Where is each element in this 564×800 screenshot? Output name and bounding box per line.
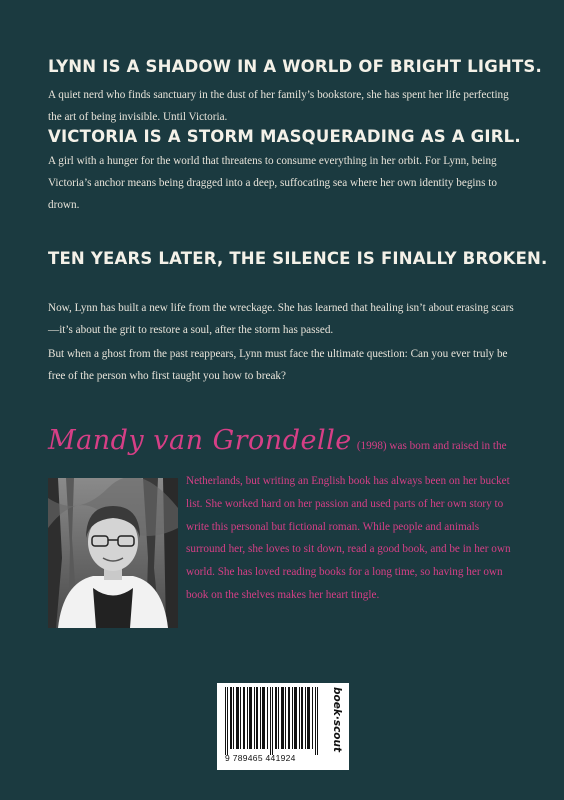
paragraph-now: Now, Lynn has built a new life from the wreckage. She has learned that healing isn’t about erasing scars—it’s about the grit to restore a soul, after the storm has passed. [48,302,514,336]
barcode [217,683,349,770]
author-bio-first-line: (1998) was born and raised in the [356,440,507,452]
publisher-logo: boek·scout [331,687,343,753]
author-photo [48,478,178,628]
heading-victoria: VICTORIA IS A STORM MASQUERADING AS A GIRL. [48,127,521,146]
author-name: Mandy van Grondelle [48,425,352,456]
paragraph-lynn: A quiet nerd who finds sanctuary in the dust of her family’s bookstore, she has spent her life perfecting the art of being invisible. Until Victoria. [48,89,509,123]
paragraph-victoria-block [48,126,523,216]
heading-lynn: LYNN IS A SHADOW IN A WORLD OF BRIGHT LIGHTS. [48,57,542,76]
heading-ten-years: TEN YEARS LATER, THE SILENCE IS FINALLY BROKEN. [48,249,548,268]
barcode-number: 9 789465 441924 [225,753,296,763]
author-intro [48,425,523,456]
paragraph-ghost: But when a ghost from the past reappears, Lynn must face the ultimate question: Can you ever truly be free of the person who first taught you how to break? [48,348,508,382]
author-bio: Netherlands, but writing an English book has always been on her bucket list. She worked hard on her passion and used parts of her own story to write this personal but fictional roman. While people and animals surround her, she loves to sit down, read a good book, and be in her own world. She has loved reading books for a long time, so having her own book on the shelves makes her heart tingle. [186,475,511,601]
paragraph-victoria: A girl with a hunger for the world that threatens to consume everything in her orbit. For Lynn, being Victoria’s anchor means being dragged into a deep, suffocating sea where her own identity begins to drown. [48,155,497,211]
barcode-bars [223,687,323,755]
